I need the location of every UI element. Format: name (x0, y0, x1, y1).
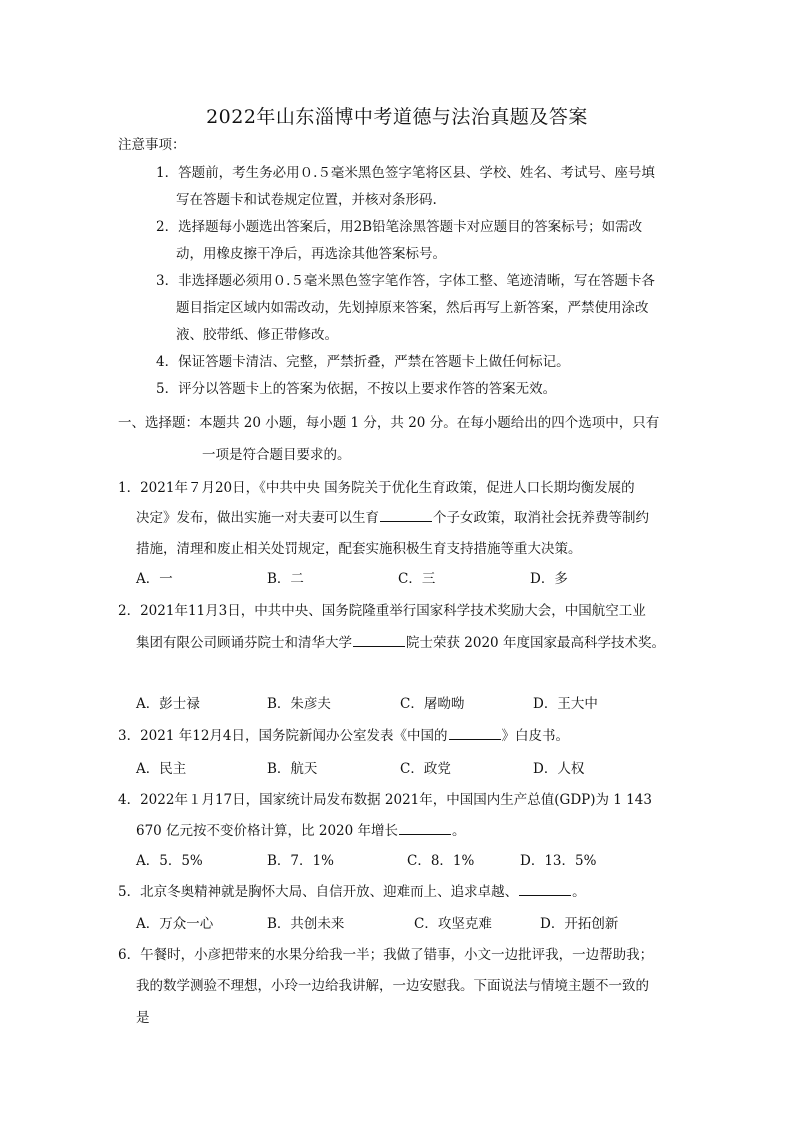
answer-blank (380, 509, 432, 522)
question-2-line-2 (136, 633, 665, 653)
question-2-text: 院士荣获 2020 年度国家最高科学技术奖。 (406, 635, 665, 651)
option-b: B．朱彦夫 (267, 696, 331, 712)
option-a: A．万众一心 (136, 916, 214, 932)
question-1-text: 个子女政策，取消社会抚养费等制约 (433, 510, 649, 526)
option-b: B．共创未来 (267, 916, 345, 932)
option-c: C．政党 (400, 761, 451, 777)
option-a: A．一 (136, 571, 173, 587)
option-c: C．攻坚克难 (414, 916, 492, 932)
option-d: D．开拓创新 (540, 916, 619, 932)
question-5-text: 。 (572, 884, 586, 900)
question-4-text: 。 (452, 823, 466, 839)
question-5-text: 5．北京冬奥精神就是胸怀大局、自信开放、迎难而上、追求卓越、 (118, 884, 519, 900)
option-d: D．王大中 (533, 696, 598, 712)
section-heading-line-2: 一项是符合题目要求的。 (202, 447, 351, 463)
option-a: A．民主 (136, 761, 187, 777)
question-3-text: 》白皮书。 (501, 728, 570, 744)
question-6-line-2: 我的数学测验不理想，小玲一边给我讲解，一边安慰我。下面说法与情境主题不一致的 (136, 978, 649, 994)
notice-item-5-line-1: 5．评分以答题卡上的答案为依据，不按以上要求作答的答案无效。 (156, 381, 557, 397)
section-heading-line-1: 一、选择题：本题共 20 小题，每小题 1 分，共 20 分。在每小题给出的四个选项中，只有 (118, 415, 660, 431)
notice-item-2-line-1: 2．选择题每小题选出答案后，用2B铅笔涂黑答题卡对应题目的答案标号；如需改 (156, 219, 643, 235)
question-3-text: 3．2021 年12月4日，国务院新闻办公室发表《中国的 (118, 728, 448, 744)
option-d: D．13．5% (520, 853, 597, 869)
answer-blank (449, 727, 501, 740)
question-1-line-2 (136, 508, 649, 528)
option-b: B．二 (267, 571, 304, 587)
question-4-text: 670 亿元按不变价格计算，比 2020 年增长 (136, 823, 398, 839)
question-5-line-1 (118, 882, 586, 902)
question-4-line-2 (136, 821, 466, 841)
option-d: D．人权 (533, 761, 585, 777)
question-1-line-1: 1．2021年７月20日，《中共中央 国务院关于优化生育政策，促进人口长期均衡发展的 (118, 480, 635, 496)
option-d: D．多 (530, 571, 568, 587)
question-1-text: 决定》发布，做出实施一对夫妻可以生育 (136, 510, 379, 526)
option-c: C．三 (398, 571, 436, 587)
question-6-line-1: 6．午餐时，小彦把带来的水果分给我一半；我做了错事，小文一边批评我，一边帮助我； (118, 947, 654, 963)
option-c: C．屠呦呦 (400, 696, 465, 712)
notice-item-3-line-2: 题目指定区域内如需改动，先划掉原来答案，然后再写上新答案，严禁使用涂改 (176, 300, 649, 316)
question-2-text: 集团有限公司顾诵芬院士和清华大学 (136, 635, 352, 651)
question-4-line-1: 4．2022年１月17日，国家统计局发布数据 2021年，中国国内生产总值(GDP)为 1 143 (118, 792, 652, 808)
option-a: A．5．5% (136, 853, 203, 869)
notice-item-1-line-2: 写在答题卡和试卷规定位置，并核对条形码. (176, 192, 437, 208)
answer-blank (399, 822, 451, 835)
question-3-line-1 (118, 726, 569, 746)
option-b: B．航天 (267, 761, 318, 777)
question-2-line-1: 2．2021年11月3日，中共中央、国务院隆重举行国家科学技术奖励大会，中国航空工业 (118, 603, 646, 619)
notice-item-3-line-3: 液、胶带纸、修正带修改。 (176, 327, 338, 343)
answer-blank (353, 634, 405, 647)
answer-blank (519, 883, 571, 896)
option-b: B．7．1% (267, 853, 334, 869)
question-6-line-3: 是 (136, 1010, 150, 1026)
notice-item-1-line-1: 1．答题前，考生务必用０.５毫米黑色签字笔将区县、学校、姓名、考试号、座号填 (156, 165, 655, 181)
option-a: A．彭士禄 (136, 696, 200, 712)
option-c: C．8．1% (407, 853, 475, 869)
question-1-line-3: 措施，清理和废止相关处罚规定，配套实施积极生育支持措施等重大决策。 (136, 541, 582, 557)
notice-item-3-line-1: 3．非选择题必须用０.５毫米黑色签字笔作答，字体工整、笔迹清晰，写在答题卡各 (156, 273, 655, 289)
notice-item-4-line-1: 4．保证答题卡清洁、完整，严禁折叠，严禁在答题卡上做任何标记。 (156, 354, 570, 370)
page-title: 2022年山东淄博中考道德与法治真题及答案 (206, 106, 588, 128)
notice-heading: 注意事项： (118, 137, 186, 153)
notice-item-2-line-2: 动，用橡皮擦干净后，再选涂其他答案标号。 (176, 246, 446, 262)
